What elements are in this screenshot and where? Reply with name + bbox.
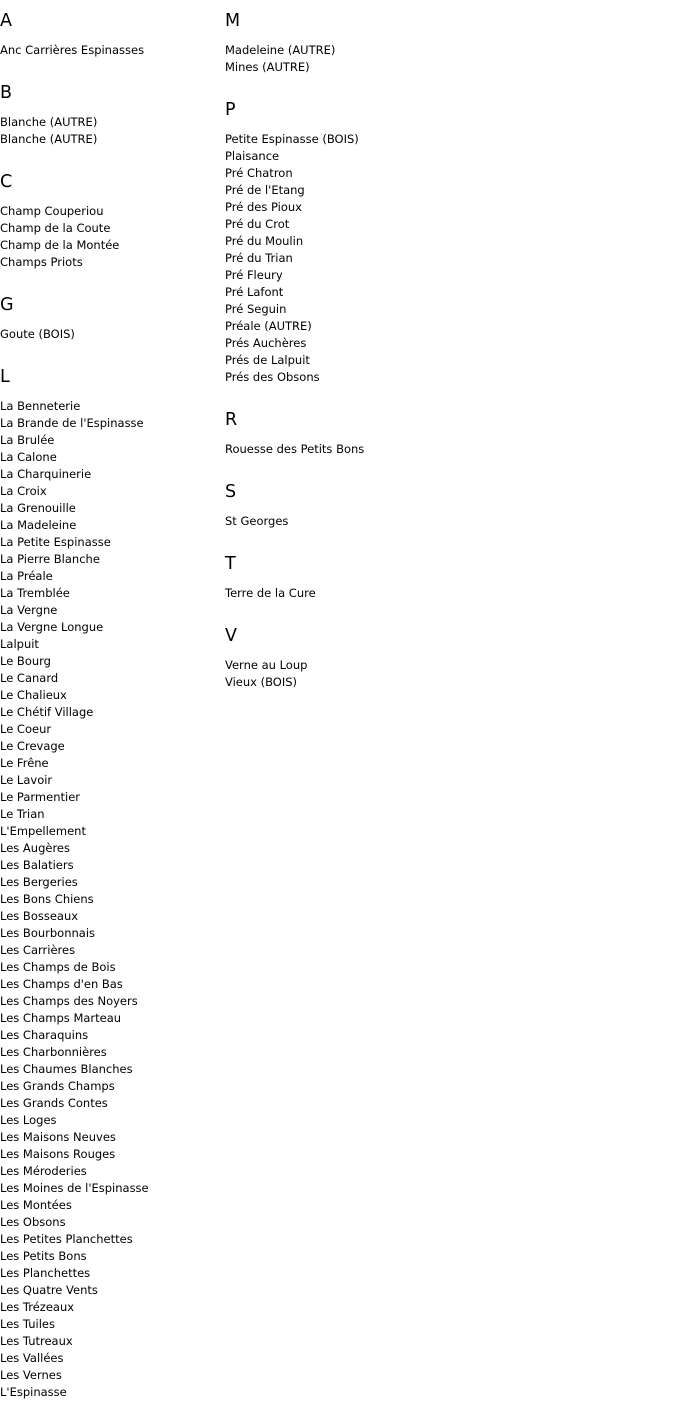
- place-list: [0, 114, 225, 148]
- place-item[interactable]: Les Champs d'en Bas: [0, 977, 123, 991]
- place-item[interactable]: L'Empellement: [0, 824, 86, 838]
- place-list: [0, 42, 225, 59]
- place-list: [0, 398, 225, 1401]
- place-item[interactable]: La Pierre Blanche: [0, 552, 100, 566]
- place-item[interactable]: Le Parmentier: [0, 790, 81, 804]
- place-item[interactable]: Verne au Loup: [225, 658, 308, 672]
- place-item[interactable]: Le Chalieux: [0, 688, 67, 702]
- letter-group-l: [0, 367, 225, 1401]
- letter-heading: A: [0, 11, 12, 31]
- place-item[interactable]: L'Espinasse: [0, 1385, 67, 1399]
- place-item[interactable]: Les Tuiles: [0, 1317, 55, 1331]
- place-item[interactable]: La Petite Espinasse: [0, 535, 111, 549]
- place-item[interactable]: Les Champs de Bois: [0, 960, 116, 974]
- place-item[interactable]: Les Trézeaux: [0, 1300, 75, 1314]
- place-item[interactable]: Les Bergeries: [0, 875, 78, 889]
- letter-group-b: [0, 83, 225, 148]
- place-item[interactable]: Le Bourg: [0, 654, 51, 668]
- place-item[interactable]: Les Grands Contes: [0, 1096, 108, 1110]
- place-item[interactable]: Les Quatre Vents: [0, 1283, 98, 1297]
- place-list: [225, 131, 525, 386]
- place-item[interactable]: Blanche (AUTRE): [0, 132, 98, 146]
- place-item[interactable]: Les Champs Marteau: [0, 1011, 122, 1025]
- place-item[interactable]: Le Trian: [0, 807, 45, 821]
- letter-heading: P: [225, 100, 236, 120]
- letter-group-v: [225, 626, 525, 691]
- place-item[interactable]: Blanche (AUTRE): [0, 115, 98, 129]
- place-item[interactable]: La Grenouille: [0, 501, 76, 515]
- place-item[interactable]: La Benneterie: [0, 399, 81, 413]
- letter-group-g: [0, 295, 225, 343]
- letter-group-s: [225, 482, 525, 530]
- place-item[interactable]: Madeleine (AUTRE): [225, 43, 336, 57]
- place-item[interactable]: Les Moines de l'Espinasse: [0, 1181, 149, 1195]
- place-item[interactable]: Les Montées: [0, 1198, 72, 1212]
- place-item[interactable]: Champ de la Coute: [0, 221, 111, 235]
- place-item[interactable]: Mines (AUTRE): [225, 60, 310, 74]
- place-item[interactable]: Pré du Moulin: [225, 234, 304, 248]
- place-list: [225, 441, 525, 458]
- letter-group-c: [0, 172, 225, 271]
- place-item[interactable]: Les Chaumes Blanches: [0, 1062, 133, 1076]
- place-item[interactable]: Les Obsons: [0, 1215, 66, 1229]
- place-item[interactable]: Le Frêne: [0, 756, 49, 770]
- letter-heading: V: [225, 626, 237, 646]
- place-item[interactable]: La Calone: [0, 450, 57, 464]
- place-list: [0, 326, 225, 343]
- letter-heading: L: [0, 367, 10, 387]
- letter-heading: R: [225, 410, 238, 430]
- place-item[interactable]: Rouesse des Petits Bons: [225, 442, 365, 456]
- place-list: [225, 657, 525, 691]
- place-item[interactable]: Pré Lafont: [225, 285, 284, 299]
- place-item[interactable]: Les Charaquins: [0, 1028, 89, 1042]
- place-item[interactable]: Les Méroderies: [0, 1164, 87, 1178]
- place-item[interactable]: Prés des Obsons: [225, 370, 320, 384]
- letter-heading: G: [0, 295, 14, 315]
- letter-group-t: [225, 554, 525, 602]
- place-item[interactable]: St Georges: [225, 514, 289, 528]
- place-item[interactable]: Les Champs des Noyers: [0, 994, 138, 1008]
- letter-heading: T: [225, 554, 236, 574]
- place-item[interactable]: La Madeleine: [0, 518, 77, 532]
- place-item[interactable]: Les Maisons Neuves: [0, 1130, 116, 1144]
- place-item[interactable]: Pré du Trian: [225, 251, 293, 265]
- place-item[interactable]: Les Balatiers: [0, 858, 74, 872]
- place-item[interactable]: Champ de la Montée: [0, 238, 120, 252]
- place-item[interactable]: Anc Carrières Espinasses: [0, 43, 145, 57]
- place-item[interactable]: Le Chétif Village: [0, 705, 94, 719]
- place-item[interactable]: La Charquinerie: [0, 467, 92, 481]
- place-item[interactable]: Pré du Crot: [225, 217, 290, 231]
- place-item[interactable]: Les Planchettes: [0, 1266, 91, 1280]
- letter-heading: S: [225, 482, 237, 502]
- place-item[interactable]: Le Coeur: [0, 722, 52, 736]
- place-item[interactable]: La Brulée: [0, 433, 55, 447]
- place-item[interactable]: Prés de Lalpuit: [225, 353, 310, 367]
- place-item[interactable]: La Brande de l'Espinasse: [0, 416, 144, 430]
- place-list: [225, 42, 525, 76]
- place-item[interactable]: Champs Priots: [0, 255, 83, 269]
- place-item[interactable]: Champ Couperiou: [0, 204, 104, 218]
- letter-heading: C: [0, 172, 13, 192]
- place-list: [225, 513, 525, 530]
- place-item[interactable]: Les Augères: [0, 841, 70, 855]
- place-item[interactable]: Les Petites Planchettes: [0, 1232, 133, 1246]
- place-item[interactable]: Lalpuit: [0, 637, 39, 651]
- place-item[interactable]: Pré Seguin: [225, 302, 287, 316]
- place-item[interactable]: Goute (BOIS): [0, 327, 75, 341]
- place-item[interactable]: Pré de l'Etang: [225, 183, 305, 197]
- place-list: [225, 585, 525, 602]
- place-item[interactable]: Les Grands Champs: [0, 1079, 115, 1093]
- place-item[interactable]: Prés Auchères: [225, 336, 307, 350]
- place-item[interactable]: Les Carrières: [0, 943, 76, 957]
- place-item[interactable]: Plaisance: [225, 149, 280, 163]
- place-item[interactable]: Les Vernes: [0, 1368, 62, 1382]
- place-item[interactable]: Pré Fleury: [225, 268, 283, 282]
- place-item[interactable]: Petite Espinasse (BOIS): [225, 132, 359, 146]
- place-item[interactable]: Pré des Pioux: [225, 200, 302, 214]
- place-item[interactable]: La Croix: [0, 484, 47, 498]
- place-item[interactable]: Les Charbonnières: [0, 1045, 107, 1059]
- place-item[interactable]: La Vergne: [0, 603, 58, 617]
- place-list: [0, 203, 225, 271]
- letter-group-a: [0, 11, 225, 59]
- place-item[interactable]: Pré Chatron: [225, 166, 293, 180]
- place-item[interactable]: Les Bosseaux: [0, 909, 79, 923]
- place-item[interactable]: La Vergne Longue: [0, 620, 104, 634]
- letter-heading: M: [225, 11, 241, 31]
- letter-group-r: [225, 410, 525, 458]
- letter-heading: B: [0, 83, 13, 103]
- place-item[interactable]: Les Bourbonnais: [0, 926, 96, 940]
- place-item[interactable]: Les Tutreaux: [0, 1334, 73, 1348]
- place-item[interactable]: Vieux (BOIS): [225, 675, 298, 689]
- place-item[interactable]: La Préale: [0, 569, 53, 583]
- place-item[interactable]: La Tremblée: [0, 586, 70, 600]
- letter-group-p: [225, 100, 525, 386]
- place-item[interactable]: Les Petits Bons: [0, 1249, 87, 1263]
- place-item[interactable]: Les Vallées: [0, 1351, 64, 1365]
- place-item[interactable]: Les Maisons Rouges: [0, 1147, 116, 1161]
- place-item[interactable]: Le Crevage: [0, 739, 65, 753]
- left-column: [0, 0, 225, 1401]
- place-item[interactable]: Préale (AUTRE): [225, 319, 312, 333]
- place-item[interactable]: Les Bons Chiens: [0, 892, 94, 906]
- place-item[interactable]: Le Canard: [0, 671, 59, 685]
- place-item[interactable]: Le Lavoir: [0, 773, 53, 787]
- right-column: [225, 0, 525, 691]
- place-item[interactable]: Les Loges: [0, 1113, 57, 1127]
- letter-group-m: [225, 11, 525, 76]
- place-item[interactable]: Terre de la Cure: [225, 586, 316, 600]
